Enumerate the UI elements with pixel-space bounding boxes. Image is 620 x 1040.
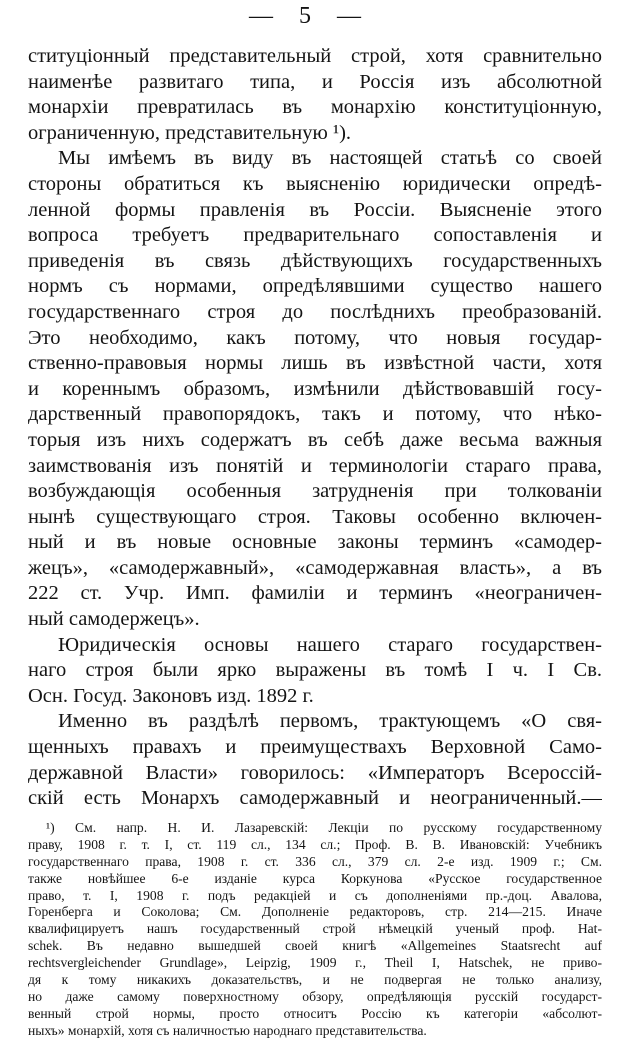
- text-line: Мы имѣемъ въ виду въ настоящей статьѣ со своей: [58, 147, 602, 170]
- footnote-line: Горенберга и Соколова; См. Дополненіе редакторовъ, стр. 214—215. Иначе: [28, 904, 602, 920]
- footnote-line: государственнаго права, 1908 г. ст. 336 сл., 379 сл. 2-е изд. 1909 г.; См.: [28, 853, 602, 869]
- text-line: наго строя были ярко выражены въ томѣ I ч. I Св.: [28, 659, 602, 682]
- footnote-line: но даже самому поверхностному обзору, опредѣляющія русскій государст-: [28, 988, 602, 1004]
- text-line: Это необходимо, какъ потому, что новыя государ-: [28, 326, 602, 349]
- text-line: Именно въ раздѣлѣ первомъ, трактующемъ «О свя-: [58, 710, 602, 733]
- footnote-line: квалифицируетъ нашъ государственный строй нѣмецкій ученый проф. Hat-: [28, 921, 602, 937]
- text-line: нынѣ существующаго строя. Таковы особенно включен-: [28, 505, 602, 528]
- text-line: державной Власти» говорилось: «Императоръ Всероссій-: [28, 761, 602, 784]
- text-line: возбуждающія особенныя затрудненія при толкованіи: [28, 480, 602, 503]
- text-line: жецъ», «самодержавный», «самодержавная власть», а въ: [28, 556, 602, 579]
- text-line: нормъ съ нормами, опредѣлявшими существо нашего: [28, 275, 602, 298]
- text-line: вопроса требуетъ предварительнаго сопоставленія и: [28, 224, 602, 247]
- text-line: Осн. Госуд. Законовъ изд. 1892 г.: [28, 684, 314, 707]
- text-line: ственно-правовыя нормы лишь въ извѣстной части, хотя: [28, 352, 602, 375]
- footnote-line: ныхъ» монархій, хотя съ наличностью народнаго представительства.: [28, 1022, 427, 1038]
- footnote-line: право, т. I, 1908 г. подъ редакціей и съ дополненіями пр.-доц. Авалова,: [28, 887, 602, 903]
- text-line: государственнаго строя до послѣднихъ преобразованій.: [28, 300, 602, 323]
- text-line: заимствованія изъ понятій и терминологіи стараго права,: [28, 454, 602, 477]
- paragraph: [28, 633, 602, 710]
- text-line: дарственный правопорядокъ, такъ и потому, что нѣко-: [28, 403, 602, 426]
- text-line: ограниченную, представительную ¹).: [28, 121, 352, 144]
- text-line: монархіи превратилась въ монархію конституціонную,: [28, 96, 602, 119]
- text-line: ленной формы правленія въ Россіи. Выясненіе этого: [28, 198, 602, 221]
- text-line: приведенія въ связь дѣйствующихъ государственныхъ: [28, 249, 602, 272]
- footnote-line: ¹) См. напр. Н. И. Лазаревскій: Лекціи по русскому государственному: [46, 820, 602, 835]
- text-line: ституціонный представительный строй, хотя сравнительно: [28, 45, 602, 67]
- text-line: стороны обратиться къ выясненію юридически опредѣ-: [28, 172, 602, 195]
- page-number: — 5 —: [249, 3, 371, 29]
- footnote-line: rechtsvergleichender Grundlage», Leipzig, 1909 г., Theil I, Hatschek, не приво-: [28, 955, 602, 971]
- text-line: торыя изъ нихъ содержатъ въ себѣ даже весьма важныя: [28, 428, 602, 451]
- text-line: и кореннымъ образомъ, измѣнили дѣйствовавшій госу-: [28, 377, 602, 400]
- text-line: Юридическія основы нашего стараго государствен-: [58, 633, 602, 656]
- text-line: ный самодержецъ».: [28, 608, 200, 631]
- footnote-line: дя к тому никакихъ доказательствъ, и не подвергая не только анализу,: [28, 972, 602, 988]
- footnote-line: также новѣйшее 6-е изданіе курса Коркунова «Русское государственное: [28, 870, 602, 886]
- text-line: скій есть Монархъ самодержавный и неограниченный.—: [28, 787, 602, 810]
- footnotes: [28, 820, 602, 1040]
- body-text: [28, 44, 602, 812]
- text-line: 222 ст. Учр. Имп. фамиліи и терминъ «неограничен-: [28, 582, 602, 605]
- text-line: ный и въ новые основные законы терминъ «самодер-: [28, 531, 602, 554]
- paragraph: [28, 146, 602, 632]
- footnote-line: праву, 1908 г. т. I, ст. 119 сл., 134 сл.; Проф. В. В. Ивановскій: Учебникъ: [28, 836, 602, 852]
- text-line: наименѣе развитаго типа, и Россія изъ абсолютной: [28, 70, 602, 93]
- paragraph: [28, 709, 602, 811]
- footnote-line: венный строй нормы, просто относитъ Россію къ категоріи «абсолют-: [28, 1005, 602, 1021]
- footnote-line: schek. Въ недавно вышедшей своей книгѣ «Allgemeines Staatsrecht auf: [28, 938, 602, 954]
- text-line: щенныхъ правахъ и преимуществахъ Верховной Само-: [28, 736, 602, 759]
- paragraph: [28, 44, 602, 146]
